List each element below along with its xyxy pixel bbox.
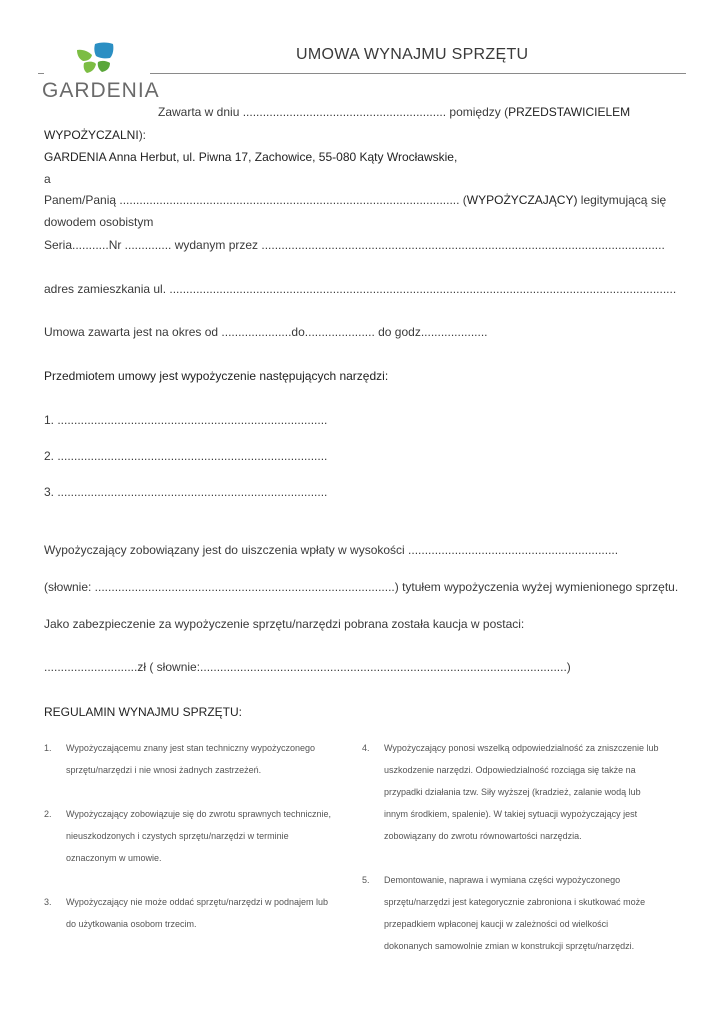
regulation-number: 4. — [362, 743, 370, 753]
tool-item-2: 2. ................................................................................. — [44, 449, 328, 463]
header-rule — [150, 73, 686, 74]
deposit-amount-line: ............................zł ( słownie:..............................................................................................................) — [44, 660, 571, 674]
regulation-line: Wypożyczający ponosi wszelką odpowiedzialność za zniszczenie lub — [384, 743, 659, 753]
regulation-line: sprzętu/narzędzi jest kategorycznie zabroniona i skutkować może — [384, 897, 646, 907]
regulation-line: dokonanych samowolnie zmian w konstrukcji sprzętu/narzędzi. — [384, 941, 635, 951]
company-address: GARDENIA Anna Herbut, ul. Piwna 17, Zachowice, 55-080 Kąty Wrocławskie, — [44, 150, 458, 164]
regulation-line: przepadkiem wpłaconej kaucji w zależności od wielkości — [384, 919, 609, 929]
rental-office-line — [44, 128, 146, 142]
regulation-line: Demontowanie, naprawa i wymiana części wypożyczonego — [384, 875, 621, 885]
document-title: UMOWA WYNAJMU SPRZĘTU — [296, 46, 529, 63]
gardenia-leaves-icon — [40, 40, 120, 78]
subject-heading: Przedmiotem umowy jest wypożyczenie następujących narzędzi: — [44, 369, 389, 383]
regulation-line: sprzętu/narzędzi i nie wnosi żadnych zastrzeżeń. — [66, 765, 262, 775]
deposit-line: Jako zabezpieczenie za wypożyczenie sprzętu/narzędzi pobrana została kaucja w postaci: — [44, 617, 525, 631]
regulation-line: przypadki działania tzw. Siły wyższej (kradzież, zalanie wodą lub — [384, 787, 641, 797]
tool-item-3: 3. ................................................................................. — [44, 485, 328, 499]
borrower-label: WYPOŻYCZAJĄCY) — [466, 193, 578, 207]
regulations-heading: REGULAMIN WYNAJMU SPRZĘTU: — [44, 705, 243, 719]
gardenia-logo — [40, 40, 120, 78]
regulation-number: 5. — [362, 875, 370, 885]
regulation-line: Wypożyczającemu znany jest stan techniczny wypożyczonego — [66, 743, 316, 753]
conjunction-a: a — [44, 172, 51, 186]
borrower-id-text: legitymującą się — [577, 193, 667, 207]
regulation-line: innym środkiem, spalenie). W takiej sytuacji wypożyczający jest — [384, 809, 638, 819]
regulation-number: 1. — [44, 743, 52, 753]
payment-line: Wypożyczający zobowiązany jest do uiszczenia wpłaty w wysokości ............................................................... — [44, 543, 619, 557]
representative-label: PRZEDSTAWICIELEM — [508, 105, 631, 119]
regulation-number: 3. — [44, 897, 52, 907]
contract-date-text: Zawarta w dniu ............................................................. pomiędzy ( — [158, 105, 509, 119]
brand-name: GARDENIA — [42, 79, 160, 102]
tool-item-1: 1. ................................................................................. — [44, 413, 328, 427]
regulation-line: zobowiązany do zwrotu równowartości narzędzia. — [384, 831, 582, 841]
borrower-line — [44, 193, 666, 207]
contract-period-line: Umowa zawarta jest na okres od .....................do..................... do godz.................... — [44, 325, 488, 339]
payment-words-line: (słownie: ..........................................................................................) tytułem wypożyczenia wyżej wymienionego sprzętu. — [44, 580, 679, 594]
regulation-line: oznaczonym w umowie. — [66, 853, 162, 863]
header-rule-left — [38, 73, 44, 74]
regulation-line: do użytkowania osobom trzecim. — [66, 919, 197, 929]
borrower-name-field: Panem/Panią ...................................................................................................... ( — [44, 193, 467, 207]
regulation-line: nieuszkodzonych i czystych sprzętu/narzędzi w terminie — [66, 831, 289, 841]
regulation-line: uszkodzenie narzędzi. Odpowiedzialność rozciąga się także na — [384, 765, 636, 775]
regulation-line: Wypożyczający nie może oddać sprzętu/narzędzi w podnajem lub — [66, 897, 329, 907]
rental-office-label: WYPOŻYCZALNI — [44, 128, 139, 142]
rental-office-suffix: ): — [138, 128, 147, 142]
id-series-line: Seria...........Nr .............. wydanym przez ......................................................................................................................... — [44, 238, 665, 252]
regulation-line: Wypożyczający zobowiązuje się do zwrotu sprawnych technicznie, — [66, 809, 332, 819]
id-document-line: dowodem osobistym — [44, 215, 154, 229]
regulation-number: 2. — [44, 809, 52, 819]
address-line: adres zamieszkania ul. ........................................................................................................................................................ — [44, 282, 677, 296]
contract-date-line — [158, 105, 630, 119]
